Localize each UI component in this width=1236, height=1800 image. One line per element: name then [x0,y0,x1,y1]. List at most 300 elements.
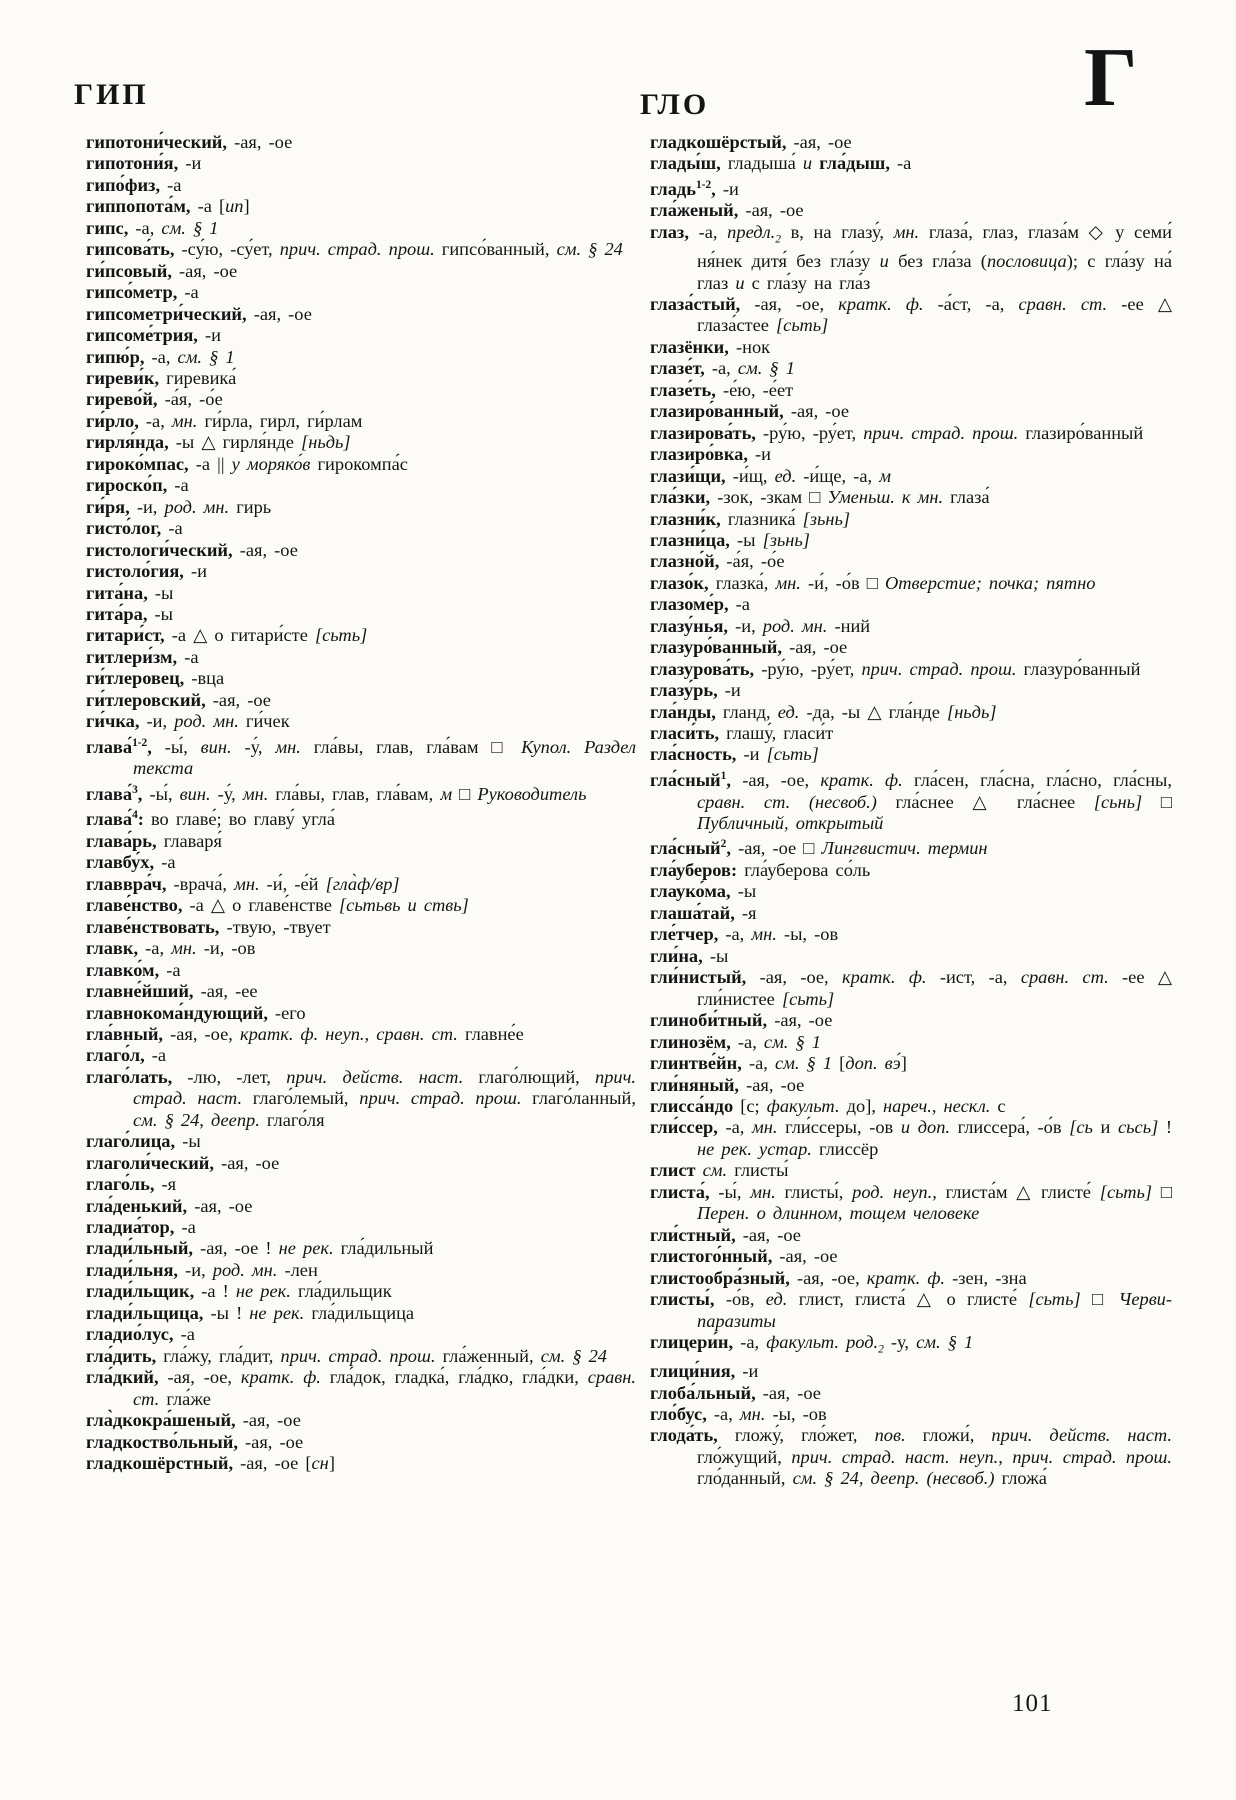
entry-text: -а, [730,1031,764,1052]
entry-text: факульт. род. [766,1331,879,1352]
entry-text: -а́я, -о́е [719,551,785,572]
entry-text: -лю, -лет, [172,1066,287,1087]
entry-text: сравн. ст. (несвоб.) [697,791,877,812]
entry-text: [ньдь] [301,432,351,453]
entry-text: прич. страд. прош. [861,658,1017,679]
entry-text: Публичный, открытый [697,812,884,833]
headword: гла́нды, [650,701,716,722]
dictionary-entry [650,834,1172,860]
entry-text: гипсо́ванный, [434,239,557,260]
headword: глазу́нья, [650,615,728,636]
entry-text: пов. [874,1425,906,1446]
dictionary-entry [86,368,636,389]
entry-text: -и, [178,1259,213,1280]
headword: глици́ния, [650,1361,736,1382]
entry-text: 1 [720,769,727,782]
entry-text: -и [197,325,221,346]
entry-text: -и́, -о́в □ [800,572,885,593]
entry-text: -а́я, -о́е [157,389,223,410]
entry-text: гло́жущий, [697,1446,792,1467]
dictionary-entry [86,1260,636,1281]
dictionary-entry [86,1367,636,1410]
entry-text: гирь [229,496,272,517]
headword: , [726,838,731,859]
entry-text: см. § 24, деепр. [133,1109,260,1130]
headword: гипю́р, [86,346,145,367]
headword: , [711,179,716,200]
headword: гли́ссер, [650,1117,718,1138]
headword: глади́льный, [86,1238,194,1259]
entry-text: ги́рла, гирл, ги́рлам [197,410,363,431]
dictionary-entry [650,659,1172,680]
entry-text: 2 [720,838,727,851]
headword: гле́тчер, [650,924,719,945]
entry-text: прич. страд. прош. [279,239,435,260]
dictionary-entry [650,401,1172,422]
headword: глазни́ца, [650,529,730,550]
headword: гла́зки, [650,487,711,508]
dictionary-entry [86,132,636,153]
entry-text: прич. страд. наст. неуп., прич. страд. прош. [791,1446,1173,1467]
entry-text: см. § 24 [556,239,623,260]
entry-text: род. мн. [174,711,239,732]
headword: глазурова́ть, [650,658,755,679]
entry-text: гла́дильщица [304,1302,415,1323]
headword: гитлери́зм, [86,646,178,667]
entry-text: -ая, -ее [193,981,258,1002]
headword: гипсова́ть, [86,239,175,260]
headword: ги́псовый, [86,260,172,281]
headword: гиппопота́м, [86,196,191,217]
headword: глазо́к, [650,572,709,593]
headword: гла́сный [650,838,721,859]
dictionary-entry [86,1346,636,1367]
dictionary-entry [650,380,1172,401]
entry-text: глазуро́ванный [1016,658,1141,679]
headword: глаго́ль, [86,1174,155,1195]
entry-text: -ы, -ов [765,1404,827,1424]
headword: гладкоство́льный, [86,1431,238,1452]
entry-text: [гла̀ф/вр] [325,873,400,894]
headword: глава́ [86,783,133,804]
dictionary-entry [650,1246,1172,1267]
dictionary-entry [650,1332,1172,1361]
entry-text: род. неуп., [852,1181,937,1202]
entry-text: 1-2 [132,736,148,749]
entry-text: нареч., нескл. [883,1095,991,1116]
entry-text: -и [736,744,767,765]
entry-text: род. мн. [762,615,828,636]
entry-text: 4 [132,809,138,822]
dictionary-entry [86,780,636,806]
entry-text: -ая, -ое [237,1431,304,1452]
entry-text: и доп. [900,1117,950,1138]
dictionary-entry [650,509,1172,530]
headword: гласи́ть, [650,723,720,744]
headword: : [137,809,144,830]
dictionary-entry [86,805,636,831]
entry-text: -и, [728,615,763,636]
entry-text: глаго́ля [259,1109,325,1130]
entry-text: прич. страд. наст. [133,1066,636,1109]
entry-text: мн. [275,736,301,757]
entry-text: гли́ссеры, -ов [777,1117,901,1138]
headword: глазиро́вка, [650,444,748,465]
entry-text: глиста́м △ глисте́ [936,1181,1100,1202]
entry-text: -ая, -ое, [789,1267,867,1288]
dictionary-entry [650,1361,1172,1382]
entry-text: -ы [175,1131,201,1152]
entry-text: прич. действ. наст. [286,1066,464,1087]
entry-text: [ньдь] [947,701,997,722]
entry-text: доп. вэ́ [845,1053,901,1074]
entry-text: -ая, -ое [781,637,848,658]
headword: гипсоме́трия, [86,325,198,346]
entry-text: -и́ще, -а, [796,465,880,486]
headword: гладио́лус, [86,1324,174,1345]
entry-text: -ая, -ое [171,260,238,281]
dictionary-entry [650,466,1172,487]
entry-text: мн. [171,938,197,959]
entry-text: -а, [128,217,162,238]
entry-text: вин. [179,783,211,804]
headword: гипотони́ческий, [86,132,227,152]
dictionary-entry [650,294,1172,337]
headword: гипсо́метр, [86,282,178,303]
headword: главнокома́ндующий, [86,1002,268,1023]
dictionary-entry [650,946,1172,967]
dictionary-entry [650,1383,1172,1404]
dictionary-entry [650,423,1172,444]
guide-word-left: ГИП [74,78,149,111]
headword: гироско́п, [86,475,168,496]
entry-text: -и [178,153,202,174]
dictionary-entry [650,924,1172,945]
headword: главк, [86,938,139,959]
entry-text: мн. [242,783,269,804]
dictionary-entry [86,1324,636,1345]
entry-text: ); с гла́зу на́ глаз [697,251,1173,293]
entry-text: □ [1152,1181,1172,1202]
entry-text: -а △ о гитари́сте [164,625,315,646]
entry-text: ип [225,196,244,217]
dictionary-entry [650,637,1172,658]
dictionary-entry [86,561,636,582]
headword: гита́ра, [86,603,148,624]
headword: гладиа́тор, [86,1217,175,1238]
dictionary-entry [86,1131,636,1152]
entry-text: [сьнь] [1093,791,1143,812]
entry-text: -ний [827,615,871,636]
entry-text: -ы [730,881,757,902]
headword: глава́ [86,736,133,757]
entry-text: мн. [171,410,198,431]
entry-text: -ы ! [203,1302,250,1323]
dictionary-entry [650,175,1172,201]
entry-text: м [440,783,453,804]
entry-text: -а, [706,1404,740,1424]
entry-text: -и, [129,496,165,517]
entry-text: мн. [775,572,801,593]
dictionary-entry [650,487,1172,508]
entry-text: -а [167,475,189,496]
entry-text: Черви-паразиты [697,1289,1173,1331]
dictionary-entry [86,938,636,959]
entry-text: 3 [132,783,138,796]
entry-text: -а, [688,221,728,242]
dictionary-entry [86,518,636,539]
headword: гипотони́я, [86,153,179,174]
headword: глинозём, [650,1031,731,1052]
headword: глистообра́зный, [650,1267,790,1288]
entry-text: глазника́ [720,508,803,529]
entry-text: главаря́ [156,830,222,851]
entry-text: □ [1142,791,1172,812]
entry-text: -ы [147,582,174,603]
entry-text: гла́женный, [435,1345,541,1366]
dictionary-entry [86,497,636,518]
entry-text: не рек. [278,1238,334,1259]
entry-text: -я [154,1174,177,1195]
dictionary-entry [650,881,1172,902]
dictionary-entry [650,444,1172,465]
entry-text: главне́е [457,1023,524,1044]
entry-text: [сьть] [314,625,368,646]
entry-text: -а [159,959,181,980]
headword: глаза́стый, [650,293,741,314]
entry-text: -ы [702,945,729,966]
entry-text: [зьнь] [802,508,850,529]
entry-text: кратк. ф. [838,293,924,314]
headword: глава́рь, [86,830,157,851]
headword: гла́дкий, [86,1367,159,1388]
headword: глиноби́тный, [650,1010,768,1031]
entry-text: -ая, -ое □ [730,838,822,859]
entry-text: -ая, -ое [772,1246,838,1267]
dictionary-entry [86,261,636,282]
entry-text: гланд, [715,701,778,722]
entry-text: -ая, -ое [ [233,1453,312,1474]
headword: глода́ть, [650,1425,718,1446]
dictionary-entry [86,1217,636,1238]
dictionary-entry [86,733,636,780]
headword: гла́дыш, [812,153,890,174]
entry-text: глаза́ [943,487,990,508]
dictionary-entry [86,1410,636,1431]
entry-text: глисты́, [775,1181,853,1202]
headword: , [147,736,152,757]
entry-text: -су́ю, -су́ет, [174,239,280,260]
headword: глицери́н, [650,1331,734,1352]
headword: глисты́, [650,1289,715,1310]
entry-text: -твую, -твует [219,916,331,937]
headword: гли́нистый, [650,967,747,988]
entry-text: □ [1080,1289,1119,1310]
headword: гла́дить, [86,1345,157,1366]
headword: гипо́физ, [86,174,161,195]
entry-text: -ру́ю, -ру́ет, [754,658,862,679]
dictionary-entry [650,551,1172,572]
entry-text: -у́, [231,736,276,757]
entry-text: мн. [739,1404,766,1424]
headword: глаша́тай, [650,902,735,923]
dictionary-entry [650,766,1172,834]
entry-text: ] [900,1053,907,1074]
entry-text: и [1092,1117,1118,1138]
entry-text: гла́снее △ гла́снее [876,791,1094,812]
entry-text: -у́, [210,783,243,804]
dictionary-entry [86,1453,636,1474]
entry-text: -а [ [190,196,226,217]
entry-text: -лен [277,1259,318,1280]
entry-text: -а, [718,924,752,945]
entry-text: -у, [883,1331,917,1352]
headword: глистого́нный, [650,1246,773,1267]
entry-text: -зок, -зкам □ [710,487,828,508]
headword: глазирова́ть, [650,422,756,443]
headword: главко́м, [86,959,160,980]
entry-text: кратк. ф. [866,1267,946,1288]
dictionary-entry [86,1303,636,1324]
dictionary-entry [650,1075,1172,1096]
entry-text: -а ! [194,1281,236,1302]
dictionary-entry [650,1404,1172,1425]
entry-text: глаго́лющий, [463,1066,596,1087]
dictionary-entry [86,389,636,410]
headword: глинтве́йн, [650,1053,742,1074]
headword: ги́тлеровец, [86,668,185,689]
entry-text: [сьть] [1099,1181,1153,1202]
entry-text: гла́док, гладка́, гла́дко, гла́дки, [320,1367,588,1388]
headword: глады́ш, [650,153,721,174]
entry-text: 2 [878,1343,884,1356]
entry-text: [сьть] [766,744,819,765]
entry-text: -вца [184,668,225,689]
headword: гладкошёрстный, [86,1453,234,1474]
entry-text: прич. страд. прош. [359,1088,522,1109]
headword: глава́ [86,809,133,830]
entry-text: -а [161,518,183,539]
entry-text: сравн. ст. [1018,293,1108,314]
dictionary-entry [86,239,636,260]
entry-text: -ая, -ое [786,132,852,152]
dictionary-entry [86,1024,636,1045]
entry-text: вин. [200,736,232,757]
headword: глади́льня, [86,1259,179,1280]
entry-text: -а [889,153,912,174]
entry-text: -ая, -ое [232,539,298,560]
headword: глади́льщица, [86,1302,204,1323]
entry-text: -ы́, [151,736,201,757]
entry-text: Отверстие; почка; пятно [884,572,1096,593]
dictionary-entry [650,744,1172,765]
entry-text: -а || [188,453,232,474]
headword: ги́чка, [86,711,140,732]
entry-text: -и [717,680,741,701]
entry-text: глазиро́ванный [1018,422,1144,443]
headword: глази́щи, [650,465,726,486]
entry-text: -ы [147,603,174,624]
entry-text: мн. [750,1181,776,1202]
entry-text: гла́дильный [333,1238,434,1259]
entry-text: -а [177,646,199,667]
entry-text: факульт. [766,1095,840,1116]
entry-text: -ее △ гли́нистее [697,967,1173,1009]
headword: главе́нствовать, [86,916,220,937]
entry-text: -а́ст, -а, [923,293,1019,314]
dictionary-entry [86,1281,636,1302]
entry-text: -ы́, [142,783,180,804]
entry-text: прич. действ. наст. [991,1425,1173,1446]
entry-text: гла́уберова со́ль [737,860,871,880]
headword: гладь [650,179,696,200]
entry-text: глисты́ [727,1160,789,1181]
dictionary-entry [86,1067,636,1131]
entry-text: -и́щ, [725,465,775,486]
dictionary-entry [650,1182,1172,1225]
entry-text: -а [177,282,199,303]
headword: гла́женый, [650,200,739,221]
entry-text: -ы́, [709,1181,751,1202]
entry-text: -о́в, [714,1289,766,1310]
entry-text: см. § 1 [774,1053,833,1074]
headword: глазе́т, [650,358,705,379]
entry-text: гло́данный, [697,1468,793,1489]
headword: гирево́й, [86,389,158,410]
entry-text: гложи́, [905,1425,992,1446]
dictionary-entry [86,1153,636,1174]
headword: глисса́ндо [650,1095,734,1116]
headword: гиреви́к, [86,367,160,388]
entry-text: -ая, -ое, [730,770,821,791]
dictionary-entry [650,1425,1172,1489]
headword: глазуро́ванный, [650,637,782,658]
entry-text: гложа́ [994,1468,1047,1489]
headword: глаго́л, [86,1045,145,1066]
entry-text: сьсь] [1118,1117,1159,1138]
entry-text: мн. [752,1117,778,1138]
headword: гладкошёрстый, [650,132,787,152]
dictionary-entry [86,625,636,646]
entry-text: -и [747,444,772,465]
headword: гли́на, [650,945,703,966]
entry-text: -а [174,1217,196,1238]
headword: глоба́льный, [650,1382,756,1403]
entry-text: глаго́ланный, [521,1088,636,1109]
entry-text: Купол. Раздел текста [133,736,636,779]
entry-text: не рек. [235,1281,291,1302]
entry-text: в, на глазу́, [780,221,894,242]
dictionary-entry [86,1174,636,1195]
headword: гла́сность, [650,744,737,765]
entry-text: см. § 1 [737,358,795,379]
entry-text: кратк. ф. [842,967,927,988]
entry-text: см. § 1 [161,217,219,238]
dictionary-entry [86,1045,636,1066]
entry-text: гиревика́ [159,367,237,388]
headword: ги́ря, [86,496,130,517]
dictionary-entry [86,852,636,873]
dictionary-entry [86,960,636,981]
entry-text: -ая, -ое, [158,1367,241,1388]
entry-text: -ист, -а, [926,967,1021,988]
dictionary-entry [650,903,1172,924]
entry-text: пословица [986,251,1067,272]
entry-text: -да, -ы △ гла́нде [799,701,948,722]
dictionary-entry [650,680,1172,701]
entry-text: -а, [733,1331,767,1352]
dictionary-entry [650,1225,1172,1246]
